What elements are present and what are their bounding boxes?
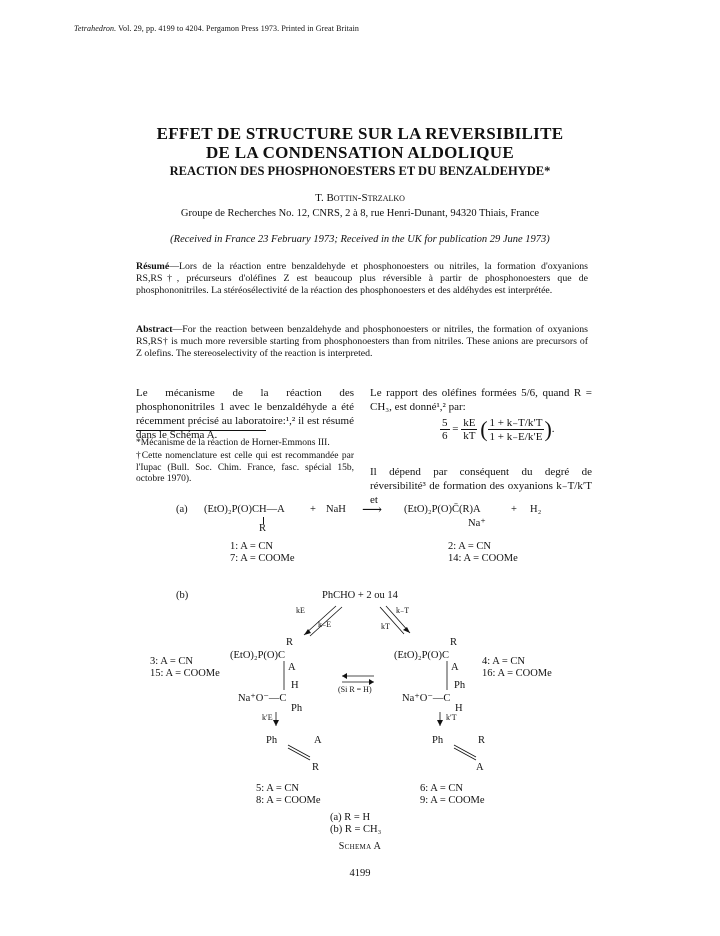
scheme-caption: Schema A bbox=[338, 841, 382, 852]
received-dates: (Received in France 23 February 1973; Received in the UK for publication 29 June 1973) bbox=[170, 234, 550, 245]
resume-label: Résumé bbox=[136, 261, 170, 272]
journal-citation: Vol. 29, pp. 4199 to 4204. Pergamon Press 1973. Printed in Great Britain bbox=[118, 24, 360, 33]
eq-k-den: kT bbox=[463, 430, 476, 442]
def-7: 7: A = COOMe bbox=[230, 553, 295, 564]
scheme-b-top: PhCHO + 2 ou 14 bbox=[322, 590, 398, 601]
olefin-left-a: A bbox=[314, 735, 322, 746]
page-number: 4199 bbox=[349, 868, 371, 879]
def-5: 5: A = CN bbox=[256, 783, 299, 794]
body-right-paragraph-1: Le rapport des oléfines formées 5/6, quand R = CH₃, est donné¹,² par: bbox=[370, 387, 592, 413]
eq-k-num: kE bbox=[463, 417, 476, 429]
olefin-right-a: A bbox=[476, 762, 484, 773]
olefin-left-r: R bbox=[312, 762, 320, 773]
olefin-right-r: R bbox=[478, 735, 486, 746]
right-ion-h: H bbox=[455, 703, 463, 714]
right-ion-ph: Ph bbox=[454, 680, 466, 691]
eq-lhs-num: 5 bbox=[442, 417, 448, 429]
scheme-a-plus-1: + bbox=[310, 504, 316, 515]
eq-lhs-den: 6 bbox=[442, 430, 448, 442]
scheme-a-reagent: NaH bbox=[326, 504, 346, 515]
footnote-2: †Cette nomenclature est celle qui est recommandée par l'Iupac (Bull. Soc. Chim. France, fasc. spécial 15b, octobre 1970). bbox=[136, 451, 354, 484]
scheme-a-product: (EtO)₂P(O)C̄(R)A bbox=[404, 504, 481, 515]
left-ion-o: Na⁺O⁻—C bbox=[238, 693, 287, 704]
scheme-a-reactant-r: R bbox=[259, 523, 267, 534]
title-line-2: DE LA CONDENSATION ALDOLIQUE bbox=[205, 143, 514, 162]
left-ion-h: H bbox=[291, 680, 299, 691]
resume-text: —Lors de la réaction entre benzaldehyde et phosphonoesters ou nitriles, la formation d'oxyanions RS,RS†, précurseurs d'oléfines Z est beaucoup plus réversible à partir de phosphonoesters que de phosphononitriles. La stéréosélectivité de la réaction des phosphonoesters et des aldéhydes est interprétée. bbox=[136, 261, 588, 296]
author-initial: T. bbox=[315, 192, 327, 204]
def-15: 15: A = COOMe bbox=[150, 668, 220, 679]
footnote-1: *Mécanisme de la réaction de Horner-Emmons III. bbox=[136, 438, 330, 448]
author-name: Bottin-Strzalko bbox=[326, 192, 405, 204]
label-k-minus-T: k₋T bbox=[396, 606, 410, 615]
scheme-b-label: (b) bbox=[176, 590, 189, 601]
affiliation: Groupe de Recherches No. 12, CNRS, 2 à 8, rue Henri-Dunant, 94320 Thiais, France bbox=[180, 208, 540, 219]
subtitle: REACTION DES PHOSPHONOESTERS ET DU BENZALDEHYDE* bbox=[169, 164, 551, 178]
def-3: 3: A = CN bbox=[150, 656, 193, 667]
left-ion-p: (EtO)₂P(O)C bbox=[230, 650, 285, 661]
eq-paren-den: 1 + k₋E/k′E bbox=[489, 431, 543, 443]
scheme-a-reactant: (EtO)₂P(O)CH—A bbox=[204, 504, 285, 515]
case-b: (b) R = CH₃ bbox=[330, 824, 382, 835]
ratio-equation: $\frac{5}{6}$ = $\frac{kE}{kT}$ ( $\frac{1 + k_-T/k'T}{1 + k_-E/k'E}$ ). bbox=[442, 416, 555, 443]
scheme-a-plus-2: + bbox=[511, 504, 517, 515]
def-4: 4: A = CN bbox=[482, 656, 525, 667]
right-ion-o: Na⁺O⁻—C bbox=[402, 693, 451, 704]
scheme-a-h2: H₂ bbox=[530, 504, 542, 515]
label-kT: kT bbox=[381, 622, 390, 631]
right-ion-a: A bbox=[451, 662, 459, 673]
label-kE: kE bbox=[296, 606, 305, 615]
right-ion-r: R bbox=[450, 637, 458, 648]
eq-paren-num: 1 + k₋T/k′T bbox=[489, 417, 543, 429]
scheme-a-na: Na⁺ bbox=[468, 518, 486, 529]
label-k-prime-E: k′E bbox=[262, 713, 273, 722]
abstract-label: Abstract bbox=[136, 324, 173, 335]
def-16: 16: A = COOMe bbox=[482, 668, 552, 679]
scheme-cases bbox=[330, 812, 381, 836]
def-8: 8: A = COOMe bbox=[256, 795, 321, 806]
olefin-right-defs bbox=[420, 783, 485, 807]
right-ion-p: (EtO)₂P(O)C bbox=[394, 650, 449, 661]
def-6: 6: A = CN bbox=[420, 783, 463, 794]
left-ion-r: R bbox=[286, 637, 294, 648]
scheme-a-label: (a) bbox=[176, 504, 188, 515]
abstract-text: —For the reaction between benzaldehyde and phosphonoesters or nitriles, the formation of oxyanions RS,RS† is much more reversible starting from phosphonoesters than from nitriles. These anions are precursors of Z olefins. The stereoselectivity of the reaction is interpreted. bbox=[136, 324, 588, 359]
case-a: (a) R = H bbox=[330, 812, 371, 823]
equilibrium-condition: (Si R = H) bbox=[338, 685, 372, 694]
title-line-1: EFFET DE STRUCTURE SUR LA REVERSIBILITE bbox=[156, 124, 564, 143]
left-ion-ph: Ph bbox=[291, 703, 303, 714]
scheme-a-arrow: ⟶ bbox=[362, 503, 383, 518]
olefin-right-ph: Ph bbox=[432, 735, 444, 746]
olefin-left-defs bbox=[256, 783, 321, 807]
label-k-minus-E: k₋E bbox=[318, 620, 332, 629]
body-left-paragraph: Le mécanisme de la réaction des phosphononitriles 1 avec le benzaldéhyde a été récemment précisé au laboratoire:¹,² il est résumé dans le Schéma A. bbox=[136, 387, 354, 441]
body-right-paragraph-2: Il dépend par conséquent du degré de réversibilité³ de formation des oxyanions k₋T/k′T et bbox=[370, 466, 592, 506]
def-2: 2: A = CN bbox=[448, 541, 491, 552]
def-9: 9: A = COOMe bbox=[420, 795, 485, 806]
scheme-b-right-defs bbox=[482, 656, 552, 680]
left-ion-a: A bbox=[288, 662, 296, 673]
olefin-left-ph: Ph bbox=[266, 735, 278, 746]
def-1: 1: A = CN bbox=[230, 541, 273, 552]
label-k-prime-T: k′T bbox=[446, 713, 457, 722]
def-14: 14: A = COOMe bbox=[448, 553, 518, 564]
scheme-b-left-defs bbox=[150, 656, 220, 680]
journal-name: Tetrahedron. bbox=[74, 24, 117, 33]
